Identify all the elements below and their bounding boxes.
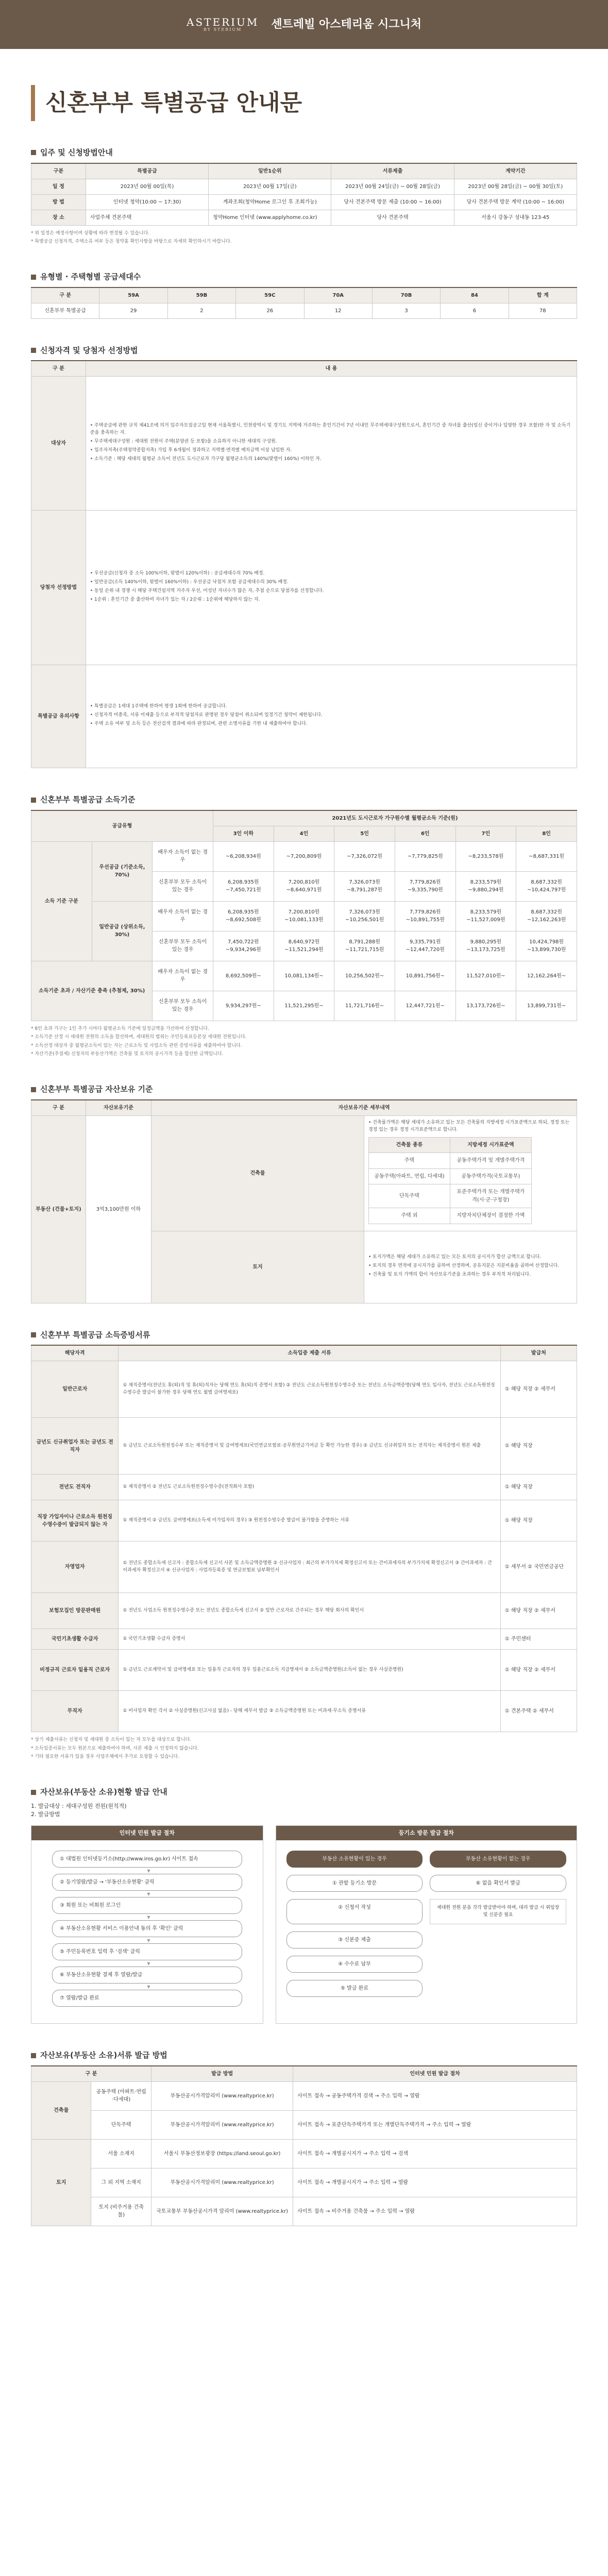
- income-value: 6,208,935원 ~7,450,721원: [213, 871, 274, 901]
- income-type-text: 배우자 소득이 없는 경우: [158, 909, 208, 923]
- supply-col: 84: [441, 287, 509, 303]
- schedule-cell: 당사 견본주택: [331, 210, 454, 225]
- header-banner: [0, 0, 608, 49]
- income-type-text: 신혼부부 모두 소득이 있는 경우: [158, 999, 207, 1013]
- documents-col: 발급처: [500, 1345, 577, 1361]
- income-value: 7,326,073원 ~8,791,287원: [334, 871, 395, 901]
- eligibility-line: • 무주택세대구성원 : 세대원 전원이 주택(분양권 등 포함)을 소유하지 아니한 세대의 구성원.: [90, 438, 277, 444]
- note: * 소득산정 대상자 중 월평균소득이 있는 자는 근로소득 및 사업소득 관련 증빙서류를 제출하여야 합니다.: [31, 1043, 242, 1048]
- doc-label: 국민기초생활 수급자: [31, 1629, 119, 1650]
- income-type: [153, 901, 213, 931]
- doc-content: ① 국민기초생활 수급자 증명서: [119, 1629, 500, 1650]
- tax-step: 사이트 접속 → 표준단독주택가격 또는 개별단독주택가격 → 주소 입력 → 열람: [293, 2110, 577, 2139]
- income-value: 11,721,716원~: [334, 991, 395, 1021]
- note: * 소득기준 산정 시 세대원 전원의 소득을 합산하며, 세대원의 범위는 주민등록표등본상 세대원 전원입니다.: [31, 1035, 247, 1040]
- supply-row-label: 신혼부부 특별공급: [31, 303, 99, 318]
- eligibility-row-label: 대상자: [31, 377, 86, 511]
- eligibility-line: • 주택공급에 관한 규칙 제41조에 의거 입주자모집공고일 현재 서울특별시, 인천광역시 및 경기도 지역에 거주하는 혼인기간이 7년 이내인 무주택세대구성원으로서, 혼인기간 중 자녀를 출산(임신 중이거나 입양한 경우 포함)한 자 및 소득기준을 충족하는 자.: [90, 422, 571, 435]
- schedule-cell: [209, 210, 331, 225]
- tax-step: 사이트 접속 → 비주거용 건축물 → 주소 입력 → 열람: [293, 2197, 577, 2226]
- income-value: 9,934,297원~: [213, 991, 274, 1021]
- eligibility-content: [86, 665, 577, 768]
- income-value: ~7,200,809원: [274, 841, 334, 871]
- doc-label: 전년도 전직자: [31, 1475, 119, 1500]
- eligibility-col: 내 용: [86, 361, 577, 377]
- tax-kind: 단독주택: [91, 2110, 151, 2139]
- online-flow: [31, 1825, 263, 2024]
- flow-step: ① 대법원 인터넷등기소(http://www.iros.go.kr) 사이트 접속 ▼: [52, 1851, 242, 1868]
- flow-section: [31, 1786, 577, 2024]
- flow-branch: 부동산 소유현황이 있는 경우: [286, 1851, 423, 1868]
- office-flow-title: 등기소 방문 발급 절차: [276, 1826, 577, 1841]
- schedule-section: [31, 147, 577, 245]
- note: * 8인 초과 가구는 1인 추가 시마다 월평균소득 기준에 일정금액을 가산하여 산정합니다.: [31, 1026, 209, 1031]
- income-group: 소득기준 초과 / 자산기준 충족 (추첨제, 30%): [31, 961, 153, 1021]
- doc-label: 직장 가입자이나 근로소득 원천징수영수증이 발급되지 않는 자: [31, 1500, 119, 1541]
- schedule-cell: 계좌조회(청약Home 로그인 후 조회가능): [209, 194, 331, 210]
- doc-label: 자영업자: [31, 1541, 119, 1593]
- tax-col: 인터넷 민원 발급 절차: [293, 2066, 577, 2082]
- flow-title: 자산보유(부동산 소유)현황 발급 안내: [31, 1786, 577, 1798]
- income-type: [153, 841, 213, 871]
- doc-content: ① 전년도 종합소득세 신고자 : 종합소득세 신고서 사본 및 소득금액증명원 ② 신규사업자 : 최근의 부가가치세 확정신고서 또는 간이과세자의 부가가치세 확정신고서 ③ 간이과세자 : 간이과세자 확정신고서 ④ 신규사업자 : 사업자등록증 및 연금보험료 납부확인서: [119, 1541, 500, 1593]
- asset-sub-label: 토지: [151, 1231, 364, 1303]
- tax-site[interactable]: 부동산공시가격알리미 (www.realtyprice.kr): [151, 2168, 293, 2197]
- supply-table: [31, 287, 577, 319]
- tax-kind: 서울 소재지: [91, 2139, 151, 2168]
- supply-value: 6: [441, 303, 509, 318]
- schedule-notes: [31, 230, 577, 246]
- tax-table: [31, 2065, 577, 2226]
- income-value: 12,162,264원~: [516, 961, 577, 991]
- flow-intro: 1. 발급대상 : 세대구성원 전원(원칙적): [31, 1802, 127, 1809]
- supply-col: 구 분: [31, 287, 99, 303]
- eligibility-line: • 동일 순위 내 경쟁 시 해당 주택건설지역 거주자 우선, 미성년 자녀수가 많은 자, 추첨 순으로 당첨자를 선정합니다.: [90, 588, 324, 594]
- schedule-row-label: 방 법: [31, 194, 86, 210]
- schedule-cell-line: 사업주체 견본주택: [90, 214, 132, 221]
- income-value: 7,326,073원 ~10,256,501원: [334, 901, 395, 931]
- page-title: 신혼부부 특별공급 안내문: [31, 85, 577, 121]
- income-value: 8,233,579원 ~9,880,294원: [455, 871, 516, 901]
- note: * 소득입증서류는 모두 원본으로 제출하여야 하며, 사본 제출 시 인정하지 않습니다.: [31, 1745, 199, 1751]
- eligibility-line: • 우선공급(신청자 중 소득 100%이하, 맞벌이 120%이하) : 공급세대수의 70% 배정.: [90, 570, 265, 576]
- flow-step: ③ 신분증 제출: [286, 1931, 423, 1948]
- income-type-text: 신혼부부 모두 소득이 있는 경우: [158, 879, 207, 893]
- supply-section: [31, 271, 577, 319]
- doc-where: ① 해당 직장 ② 세무서: [500, 1361, 577, 1418]
- building-price-table: [368, 1137, 532, 1224]
- eligibility-table: [31, 360, 577, 768]
- asset-col: 구 분: [31, 1100, 86, 1116]
- flow-note: 세대원 전원 분을 각각 발급받아야 하며, 대리 발급 시 위임장 및 신분증 필요: [430, 1899, 566, 1924]
- eligibility-row-label: 특별공급 유의사항: [31, 665, 86, 768]
- income-value: 10,081,134원~: [274, 961, 334, 991]
- income-value: 8,692,509원~: [213, 961, 274, 991]
- building-cell: 공동주택가격(국토교통부): [450, 1168, 531, 1184]
- flow-step: ⑦ 열람/발급 완료: [52, 1990, 242, 2007]
- supply-col: 59B: [167, 287, 235, 303]
- income-size-col: 7인: [455, 826, 516, 841]
- income-value: 9,335,791원 ~12,447,720원: [395, 931, 455, 961]
- doc-content: ① 전년도 사업소득 원천징수영수증 또는 전년도 종합소득세 신고서 ② 일반 근로자로 간주되는 경우 해당 회사의 확인서: [119, 1593, 500, 1629]
- income-value: ~8,233,578원: [455, 841, 516, 871]
- tax-col: 발급 방법: [151, 2066, 293, 2082]
- logo: [187, 16, 259, 32]
- income-value: 13,173,726원~: [455, 991, 516, 1021]
- eligibility-col: 구 분: [31, 361, 86, 377]
- doc-content: ① 재직증명서 ② 금년도 급여명세표(소득세 미가입자의 경우) ③ 원천징수영수증 발급이 불가함을 증명하는 서류: [119, 1500, 500, 1541]
- tax-step: 사이트 접속 → 개별공시지가 → 주소 입력 → 열람: [293, 2168, 577, 2197]
- flow-step: ④ 부동산소유현황 서비스 이용안내 동의 후 '확인' 클릭 ▼: [52, 1920, 242, 1937]
- income-notes: [31, 1025, 577, 1058]
- schedule-cell: 2023년 00월 28일(금) ~ 00월 30일(토): [454, 179, 577, 194]
- flow-step: ⑤ 주민등록번호 입력 후 '검색' 클릭 ▼: [52, 1943, 242, 1960]
- eligibility-section: [31, 345, 577, 769]
- income-size-col: 4인: [274, 826, 334, 841]
- flow-step: ③ 회원 또는 비회원 로그인 ▼: [52, 1897, 242, 1914]
- eligibility-line: • 소득기준 : 해당 세대의 월평균 소득이 전년도 도시근로자 가구당 월평균소득의 140%(맞벌이 160%) 이하인 자.: [90, 456, 322, 462]
- asset-col: 자산보유기준 세부내역: [151, 1100, 577, 1116]
- tax-kind: 토지 (비주거용 건축물): [91, 2197, 151, 2226]
- income-type-text: 배우자 소득이 없는 경우: [158, 969, 208, 983]
- income-value: ~6,208,934원: [213, 841, 274, 871]
- doc-where: ① 해당 직장 ② 세무서: [500, 1650, 577, 1691]
- supply-value: 78: [509, 303, 577, 318]
- income-group-label: 소득 기준 구분: [31, 841, 92, 961]
- flow-diagrams: [31, 1825, 577, 2024]
- supply-col: 70A: [304, 287, 372, 303]
- income-value: 13,899,731원~: [516, 991, 577, 1021]
- doc-label: 금년도 신규취업자 또는 금년도 전직자: [31, 1418, 119, 1475]
- income-value: 7,779,826원 ~9,335,790원: [395, 871, 455, 901]
- income-section: [31, 794, 577, 1058]
- tax-site[interactable]: 국토교통부 부동산공시가격 알리미 (www.realtyprice.kr): [151, 2197, 293, 2226]
- schedule-col: 일반1순위: [209, 163, 331, 179]
- asset-title: 신혼부부 특별공급 자산보유 기준: [31, 1083, 577, 1095]
- asset-amount: 3억3,100만원 이하: [86, 1115, 151, 1303]
- schedule-cell-line[interactable]: 청약Home 인터넷 (www.applyhome.co.kr): [213, 214, 317, 221]
- brand-name: 센트레빌 아스테리움 시그니처: [271, 18, 421, 31]
- note: * 자산기준(추첨제) 신청자의 부동산가액은 건축물 및 토지의 공시가격 등을 합산한 금액입니다.: [31, 1051, 224, 1057]
- doc-content: ① 금년도 근로소득원천징수부 또는 재직증명서 및 급여명세표(국민연금보험료·공무원연금기여금 등 확인 가능한 경우) ② 금년도 신규취업자 또는 전직자는 재직증명서 원본 제출: [119, 1418, 500, 1475]
- tax-step: 사이트 접속 → 개별공시지가 → 주소 입력 → 검색: [293, 2139, 577, 2168]
- doc-where: ① 해당 직장: [500, 1500, 577, 1541]
- asset-line: • 건축물가액은 해당 세대가 소유하고 있는 모든 건축물의 지방세정 시가표준액으로 하되, 정정 또는 경정 있는 경우 정정 시가표준액으로 합니다.: [368, 1120, 570, 1132]
- income-value: 8,233,579원 ~11,527,009원: [455, 901, 516, 931]
- tax-site[interactable]: 부동산공시가격알리미 (www.realtyprice.kr): [151, 2110, 293, 2139]
- flow-step: ② 등기열람/발급 → '부동산소유현황' 클릭 ▼: [52, 1874, 242, 1891]
- office-flow: [276, 1825, 577, 2024]
- income-value: 7,450,722원 ~9,934,296원: [213, 931, 274, 961]
- income-value: 11,521,295원~: [274, 991, 334, 1021]
- tax-col: 구 분: [31, 2066, 151, 2082]
- income-value: 10,891,756원~: [395, 961, 455, 991]
- income-title: 신혼부부 특별공급 소득기준: [31, 794, 577, 806]
- supply-title: 유형별 · 주택형별 공급세대수: [31, 271, 577, 283]
- note: * 기타 필요한 서류가 있을 경우 사업주체에서 추가로 요청할 수 있습니다.: [31, 1754, 180, 1759]
- schedule-cell: 2023년 00월 24일(금) ~ 00월 28일(금): [331, 179, 454, 194]
- doc-content: ① 비사업자 확인 각서 ② 사실증명원(신고사실 없음) - 당해 세무서 발급 ③ 소득금액증명원 또는 비과세·무소득 증명서류: [119, 1691, 500, 1732]
- income-type: [153, 961, 213, 991]
- flow-intro: 2. 발급방법: [31, 1811, 60, 1818]
- asset-line: • 토지의 경우 면적에 공시지가를 곱하여 산정하며, 공유지분은 지분비율을 곱하여 산정합니다.: [368, 1263, 559, 1268]
- note: * 상기 제출서류는 신청자 및 세대원 중 소득이 있는 자 모두를 대상으로 합니다.: [31, 1737, 192, 1743]
- eligibility-line: • 입주자저축(주택청약종합저축) 가입 후 6개월이 경과하고 지역별·면적별 예치금액 이상 납입한 자.: [90, 447, 292, 453]
- tax-step: 사이트 접속 → 공동주택가격 검색 → 주소 입력 → 열람: [293, 2081, 577, 2110]
- tax-kind: 그 외 지역 소재지: [91, 2168, 151, 2197]
- supply-col: 70B: [372, 287, 440, 303]
- doc-label: 무직자: [31, 1691, 119, 1732]
- schedule-row-label: 일 정: [31, 179, 86, 194]
- schedule-title: 입주 및 신청방법안내: [31, 147, 577, 159]
- office-steps: [276, 1840, 577, 2007]
- tax-title: 자산보유(부동산 소유)서류 발급 방법: [31, 2049, 577, 2061]
- schedule-col: 특별공급: [86, 163, 208, 179]
- tax-group: 토지: [31, 2139, 91, 2226]
- eligibility-title: 신청자격 및 당첨자 선정방법: [31, 345, 577, 357]
- logo-sub: BY STERIUM: [204, 27, 242, 32]
- income-type: [153, 871, 213, 901]
- income-value: 9,880,295원 ~13,173,725원: [455, 931, 516, 961]
- income-value: 8,640,972원 ~11,521,294원: [274, 931, 334, 961]
- supply-value: 29: [99, 303, 167, 318]
- schedule-cell: 서울시 강동구 성내동 123-45: [454, 210, 577, 225]
- tax-site[interactable]: 부동산공시가격알리미 (www.realtyprice.kr): [151, 2081, 293, 2110]
- building-col: 지방세정 시가표준액: [450, 1137, 531, 1153]
- asset-label: 부동산 (건물+토지): [31, 1115, 86, 1303]
- income-value: ~7,779,825원: [395, 841, 455, 871]
- tax-site[interactable]: 서울시 부동산정보광장 (https://land.seoul.go.kr): [151, 2139, 293, 2168]
- schedule-cell: 당사 견본주택 방문 계약 (10:00 ~ 16:00): [454, 194, 577, 210]
- eligibility-content: [86, 377, 577, 511]
- asset-building-detail: [364, 1115, 577, 1231]
- income-value: 12,447,721원~: [395, 991, 455, 1021]
- doc-content: ① 금년도 근로계약서 및 급여명세표 또는 일용직 근로자의 경우 일용근로소득 지급명세서 ② 소득금액증명원(소득이 없는 경우 사실증명원): [119, 1650, 500, 1691]
- doc-where: ① 해당 직장: [500, 1475, 577, 1500]
- income-size-col: 5인: [334, 826, 395, 841]
- documents-title: 신혼부부 특별공급 소득증빙서류: [31, 1329, 577, 1341]
- asset-col: 자산보유기준: [86, 1100, 151, 1116]
- income-value: 10,256,502원~: [334, 961, 395, 991]
- documents-col: 해당자격: [31, 1345, 119, 1361]
- income-type-text: 배우자 소득이 없는 경우: [158, 850, 208, 863]
- income-type-text: 신혼부부 모두 소득이 있는 경우: [158, 939, 207, 953]
- tax-kind: 공동주택 (아파트·연립·다세대): [91, 2081, 151, 2110]
- income-group: 일반공급 (상위소득, 30%): [92, 901, 153, 961]
- flow-step: ⑥ 부동산소유현황 결제 후 열람/발급 ▼: [52, 1967, 242, 1984]
- tax-section: [31, 2049, 577, 2226]
- asset-table: [31, 1099, 577, 1303]
- building-cell: 주택 외: [368, 1208, 450, 1224]
- income-value: 7,779,826원 ~10,891,755원: [395, 901, 455, 931]
- eligibility-line: • 주택 소유 여부 및 소득 등은 전산검색 결과에 따라 판정되며, 관련 소명서류를 기한 내 제출하여야 합니다.: [90, 721, 308, 727]
- schedule-col: 구분: [31, 163, 86, 179]
- income-value: 8,791,288원 ~11,721,715원: [334, 931, 395, 961]
- income-value: 11,527,010원~: [455, 961, 516, 991]
- income-header: 2021년도 도시근로자 가구원수별 월평균소득 기준(원): [213, 810, 577, 826]
- asset-section: [31, 1083, 577, 1303]
- asset-line: • 건축물 및 토지 가액의 합이 자산보유기준을 초과하는 경우 부적격 처리됩니다.: [368, 1272, 531, 1277]
- flow-step: ⑤ 발급 완료: [286, 1980, 423, 1997]
- tax-group: 건축물: [31, 2081, 91, 2139]
- eligibility-content: [86, 511, 577, 665]
- schedule-cell: [86, 210, 208, 225]
- income-size-col: 8인: [516, 826, 577, 841]
- supply-value: 12: [304, 303, 372, 318]
- supply-col: 59C: [236, 287, 304, 303]
- doc-content: ① 재직증명서(전년도 휴(퇴)직 및 휴(퇴)직자는 당해 연도 휴(퇴)직 증명서 포함) ② 전년도 근로소득원천징수영수증 또는 전년도 소득금액증명(당해 연도 입사자, 전년도 근로소득원천징수영수증 발급이 불가한 경우 당해 연도 월별 급여명세표): [119, 1361, 500, 1418]
- building-cell: 주택: [368, 1153, 450, 1169]
- schedule-col: 서류제출: [331, 163, 454, 179]
- income-type-col: 공급유형: [31, 810, 213, 842]
- doc-where: ① 해당 직장: [500, 1418, 577, 1475]
- asset-line: • 토지가액은 해당 세대가 소유하고 있는 모든 토지의 공시지가 합산 금액으로 합니다.: [368, 1254, 542, 1260]
- supply-col: 59A: [99, 287, 167, 303]
- eligibility-row-label: 당첨자 선정방법: [31, 511, 86, 665]
- supply-value: 3: [372, 303, 440, 318]
- income-value: 10,424,798원 ~13,899,730원: [516, 931, 577, 961]
- doc-where: ① 주민센터: [500, 1629, 577, 1650]
- doc-label: 일반근로자: [31, 1361, 119, 1418]
- eligibility-line: • 신청자격 미충족, 서류 미제출 등으로 부적격 당첨자로 판명된 경우 당첨이 취소되며 일정기간 청약이 제한됩니다.: [90, 713, 323, 718]
- income-type: [153, 991, 213, 1021]
- asset-sub-label: 건축물: [151, 1115, 364, 1231]
- documents-notes: [31, 1736, 577, 1760]
- eligibility-line: • 1순위 : 혼인기간 중 출산하여 자녀가 있는 자 / 2순위 : 1순위에 해당하지 않는 자.: [90, 597, 260, 602]
- documents-col: 소득입증 제출 서류: [119, 1345, 500, 1361]
- income-group: 우선공급 (기준소득, 70%): [92, 841, 153, 901]
- doc-where: ① 해당 직장 ② 세무서: [500, 1593, 577, 1629]
- building-cell: 단독주택: [368, 1184, 450, 1208]
- income-value: ~7,326,072원: [334, 841, 395, 871]
- schedule-cell: 당사 견본주택 방문 제출 (10:00 ~ 16:00): [331, 194, 454, 210]
- online-flow-title: 인터넷 민원 발급 절차: [31, 1826, 263, 1841]
- building-col: 건축물 종류: [368, 1137, 450, 1153]
- doc-where: ① 견본주택 ② 세무서: [500, 1691, 577, 1732]
- building-cell: 표준주택가격 또는 개별주택가격(시·군·구청장): [450, 1184, 531, 1208]
- income-value: 7,200,810원 ~8,640,971원: [274, 871, 334, 901]
- income-size-col: 6인: [395, 826, 455, 841]
- supply-value: 26: [236, 303, 304, 318]
- documents-table: [31, 1345, 577, 1732]
- doc-content: ① 재직증명서 ② 전년도 근로소득원천징수영수증(전직회사 포함): [119, 1475, 500, 1500]
- income-type: [153, 931, 213, 961]
- supply-col: 합 계: [509, 287, 577, 303]
- doc-label: 비정규직 근로자 일용직 근로자: [31, 1650, 119, 1691]
- eligibility-line: • 일반공급(소득 140%이하, 맞벌이 160%이하) : 우선공급 낙첨자 포함 공급세대수의 30% 배정.: [90, 579, 289, 585]
- supply-value: 2: [167, 303, 235, 318]
- schedule-row-label: 장 소: [31, 210, 86, 225]
- income-table: [31, 810, 577, 1021]
- schedule-cell: 2023년 00월 17일(금): [209, 179, 331, 194]
- asset-land-detail: [364, 1231, 577, 1303]
- income-value: 8,687,332원 ~12,162,263원: [516, 901, 577, 931]
- flow-branch: 부동산 소유현황이 없는 경우: [430, 1851, 566, 1868]
- doc-label: 보험모집인 방문판매원: [31, 1593, 119, 1629]
- schedule-col: 계약기간: [454, 163, 577, 179]
- online-steps: [31, 1840, 263, 2023]
- documents-section: [31, 1329, 577, 1761]
- building-cell: 공동주택(아파트, 연립, 다세대): [368, 1168, 450, 1184]
- schedule-cell: 2023년 00월 00일(목): [86, 179, 208, 194]
- income-value: 6,208,935원 ~8,692,508원: [213, 901, 274, 931]
- doc-where: ① 세무서 ② 국민연금공단: [500, 1541, 577, 1593]
- income-value: 8,687,332원 ~10,424,797원: [516, 871, 577, 901]
- flow-step: ⑥ 없음 확인서 발급: [430, 1875, 566, 1892]
- logo-text: ASTERIUM: [187, 16, 259, 29]
- flow-step: ② 신청서 작성: [286, 1899, 423, 1924]
- flow-step: ④ 수수료 납부: [286, 1956, 423, 1973]
- note: * 특별공급 신청자격, 주택소유 여부 등은 청약홈 확인사항을 바탕으로 자세히 확인하시기 바랍니다.: [31, 239, 232, 244]
- schedule-cell: 인터넷 청약(10:00 ~ 17:30): [86, 194, 208, 210]
- building-cell: 공동주택가격 및 개별주택가격: [450, 1153, 531, 1169]
- schedule-table: [31, 163, 577, 226]
- income-size-col: 3인 이하: [213, 826, 274, 841]
- note: * 위 일정은 예정사항이며 상황에 따라 변경될 수 있습니다.: [31, 230, 150, 236]
- flow-step: ① 관할 등기소 방문: [286, 1875, 423, 1892]
- income-value: 7,200,810원 ~10,081,133원: [274, 901, 334, 931]
- income-value: ~8,687,331원: [516, 841, 577, 871]
- building-cell: 지방자치단체장이 결정한 가액: [450, 1208, 531, 1224]
- eligibility-line: • 특별공급은 1세대 1주택에 한하여 평생 1회에 한하여 공급합니다.: [90, 704, 227, 709]
